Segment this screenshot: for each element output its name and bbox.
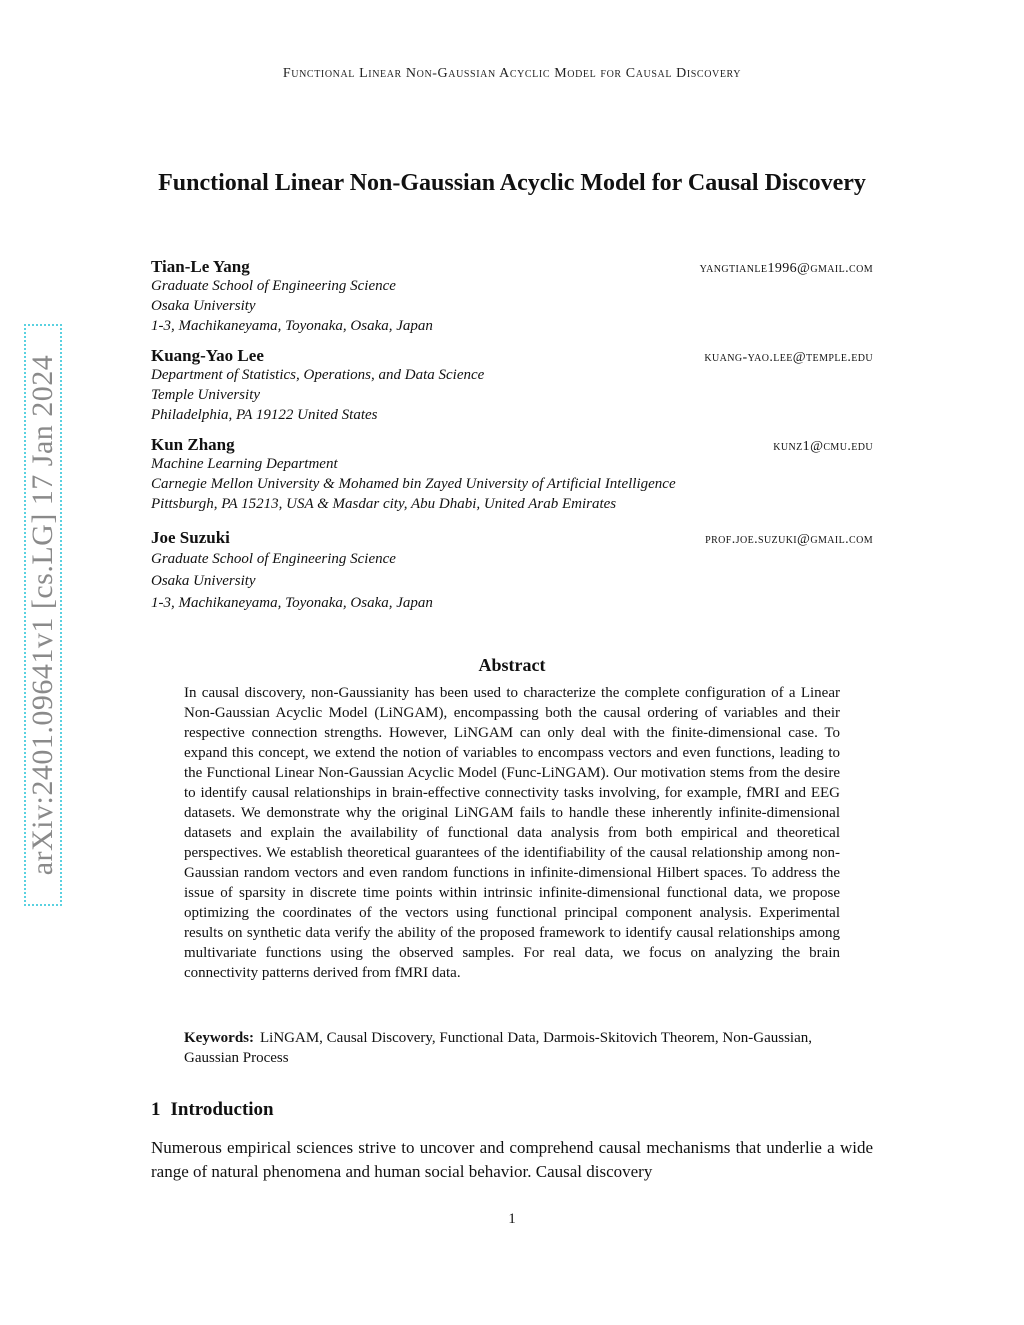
keywords-list: LiNGAM, Causal Discovery, Functional Data, Darmois-Skitovich Theorem, Non-Gaussian, Gaussian Process [184, 1030, 812, 1066]
section-number: 1 [151, 1099, 161, 1120]
page-number: 1 [508, 1211, 516, 1227]
author-affiliation: Carnegie Mellon University & Mohamed bin Zayed University of Artificial Intelligence [151, 475, 676, 492]
running-head: Functional Linear Non-Gaussian Acyclic Model for Causal Discovery [282, 66, 742, 81]
author-affiliation: Graduate School of Engineering Science [151, 551, 396, 567]
author-name: Joe Suzuki [151, 528, 230, 547]
paper-title: Functional Linear Non-Gaussian Acyclic Model for Causal Discovery [158, 170, 866, 196]
author-affiliation: 1-3, Machikaneyama, Toyonaka, Osaka, Japan [151, 317, 433, 334]
abstract-text: In causal discovery, non-Gaussianity has been used to characterize the complete configuration of a Linear Non-Gaussian Acyclic Model (LiNGAM), encompassing both the causal ordering of variables and their respective connection strengths. However, LiNGAM can only deal with the finite-dimensional case. To expand this concept, we extend the notion of variables to encompass vectors and even functions, leading to the Functional Linear Non-Gaussian Acyclic Model (Func-LiNGAM). Our motivation stems from the desire to identify causal relationships in brain-effective connectivity tasks involving, for example, fMRI and EEG datasets. We demonstrate why the original LiNGAM fails to handle these inherently infinite-dimensional datasets and explain the availability of functional data analysis from both empirical and theoretical perspectives. We establish theoretical guarantees of the identifiability of the causal relationship among non-Gaussian random vectors and even random functions in infinite-dimensional Hilbert spaces. To address the issue of sparsity in discrete time points within intrinsic infinite-dimensional functional data, we propose optimizing the coordinates of the vectors using functional principal component analysis. Experimental results on synthetic data verify the ability of the proposed framework to identify causal relationships among multivariate functions using the observed samples. For real data, we focus on analyzing the brain connectivity patterns derived from fMRI data. [184, 685, 840, 981]
introduction-text: Numerous empirical sciences strive to uncover and comprehend causal mechanisms that underlie a wide range of natural phenomena and human social behavior. Causal discovery [151, 1138, 873, 1181]
author-affiliation: Machine Learning Department [151, 456, 338, 472]
author-affiliation: Temple University [151, 386, 261, 403]
keywords [184, 1028, 840, 1068]
author-affiliation: Graduate School of Engineering Science [151, 278, 396, 294]
author-block [151, 256, 873, 336]
author-affiliation: Osaka University [151, 297, 256, 314]
author-email[interactable]: prof.joe.suzuki@gmail.com [705, 532, 873, 547]
author-affiliation: Osaka University [151, 573, 256, 589]
author-affiliation: Philadelphia, PA 19122 United States [151, 406, 378, 423]
keywords-label: Keywords: [184, 1030, 254, 1046]
author-block [151, 434, 873, 514]
author-email[interactable]: kunz1@cmu.edu [773, 439, 873, 454]
author-block [151, 527, 873, 614]
author-email[interactable]: kuang-yao.lee@temple.edu [704, 350, 873, 365]
author-email[interactable]: yangtianle1996@gmail.com [699, 261, 873, 276]
author-affiliation: Pittsburgh, PA 15213, USA & Masdar city, Abu Dhabi, United Arab Emirates [151, 495, 617, 512]
author-block [151, 345, 873, 425]
author-affiliation: 1-3, Machikaneyama, Toyonaka, Osaka, Japan [151, 595, 433, 611]
arxiv-identifier[interactable]: arXiv:2401.09641v1 [cs.LG] 17 Jan 2024 [26, 354, 59, 876]
author-name: Tian-Le Yang [151, 257, 250, 276]
abstract-heading: Abstract [478, 655, 546, 675]
section-title: Introduction [170, 1099, 274, 1120]
author-name: Kuang-Yao Lee [151, 346, 264, 365]
author-affiliation: Department of Statistics, Operations, and Data Science [151, 367, 485, 383]
author-name: Kun Zhang [151, 435, 235, 454]
section-heading [151, 1099, 274, 1121]
